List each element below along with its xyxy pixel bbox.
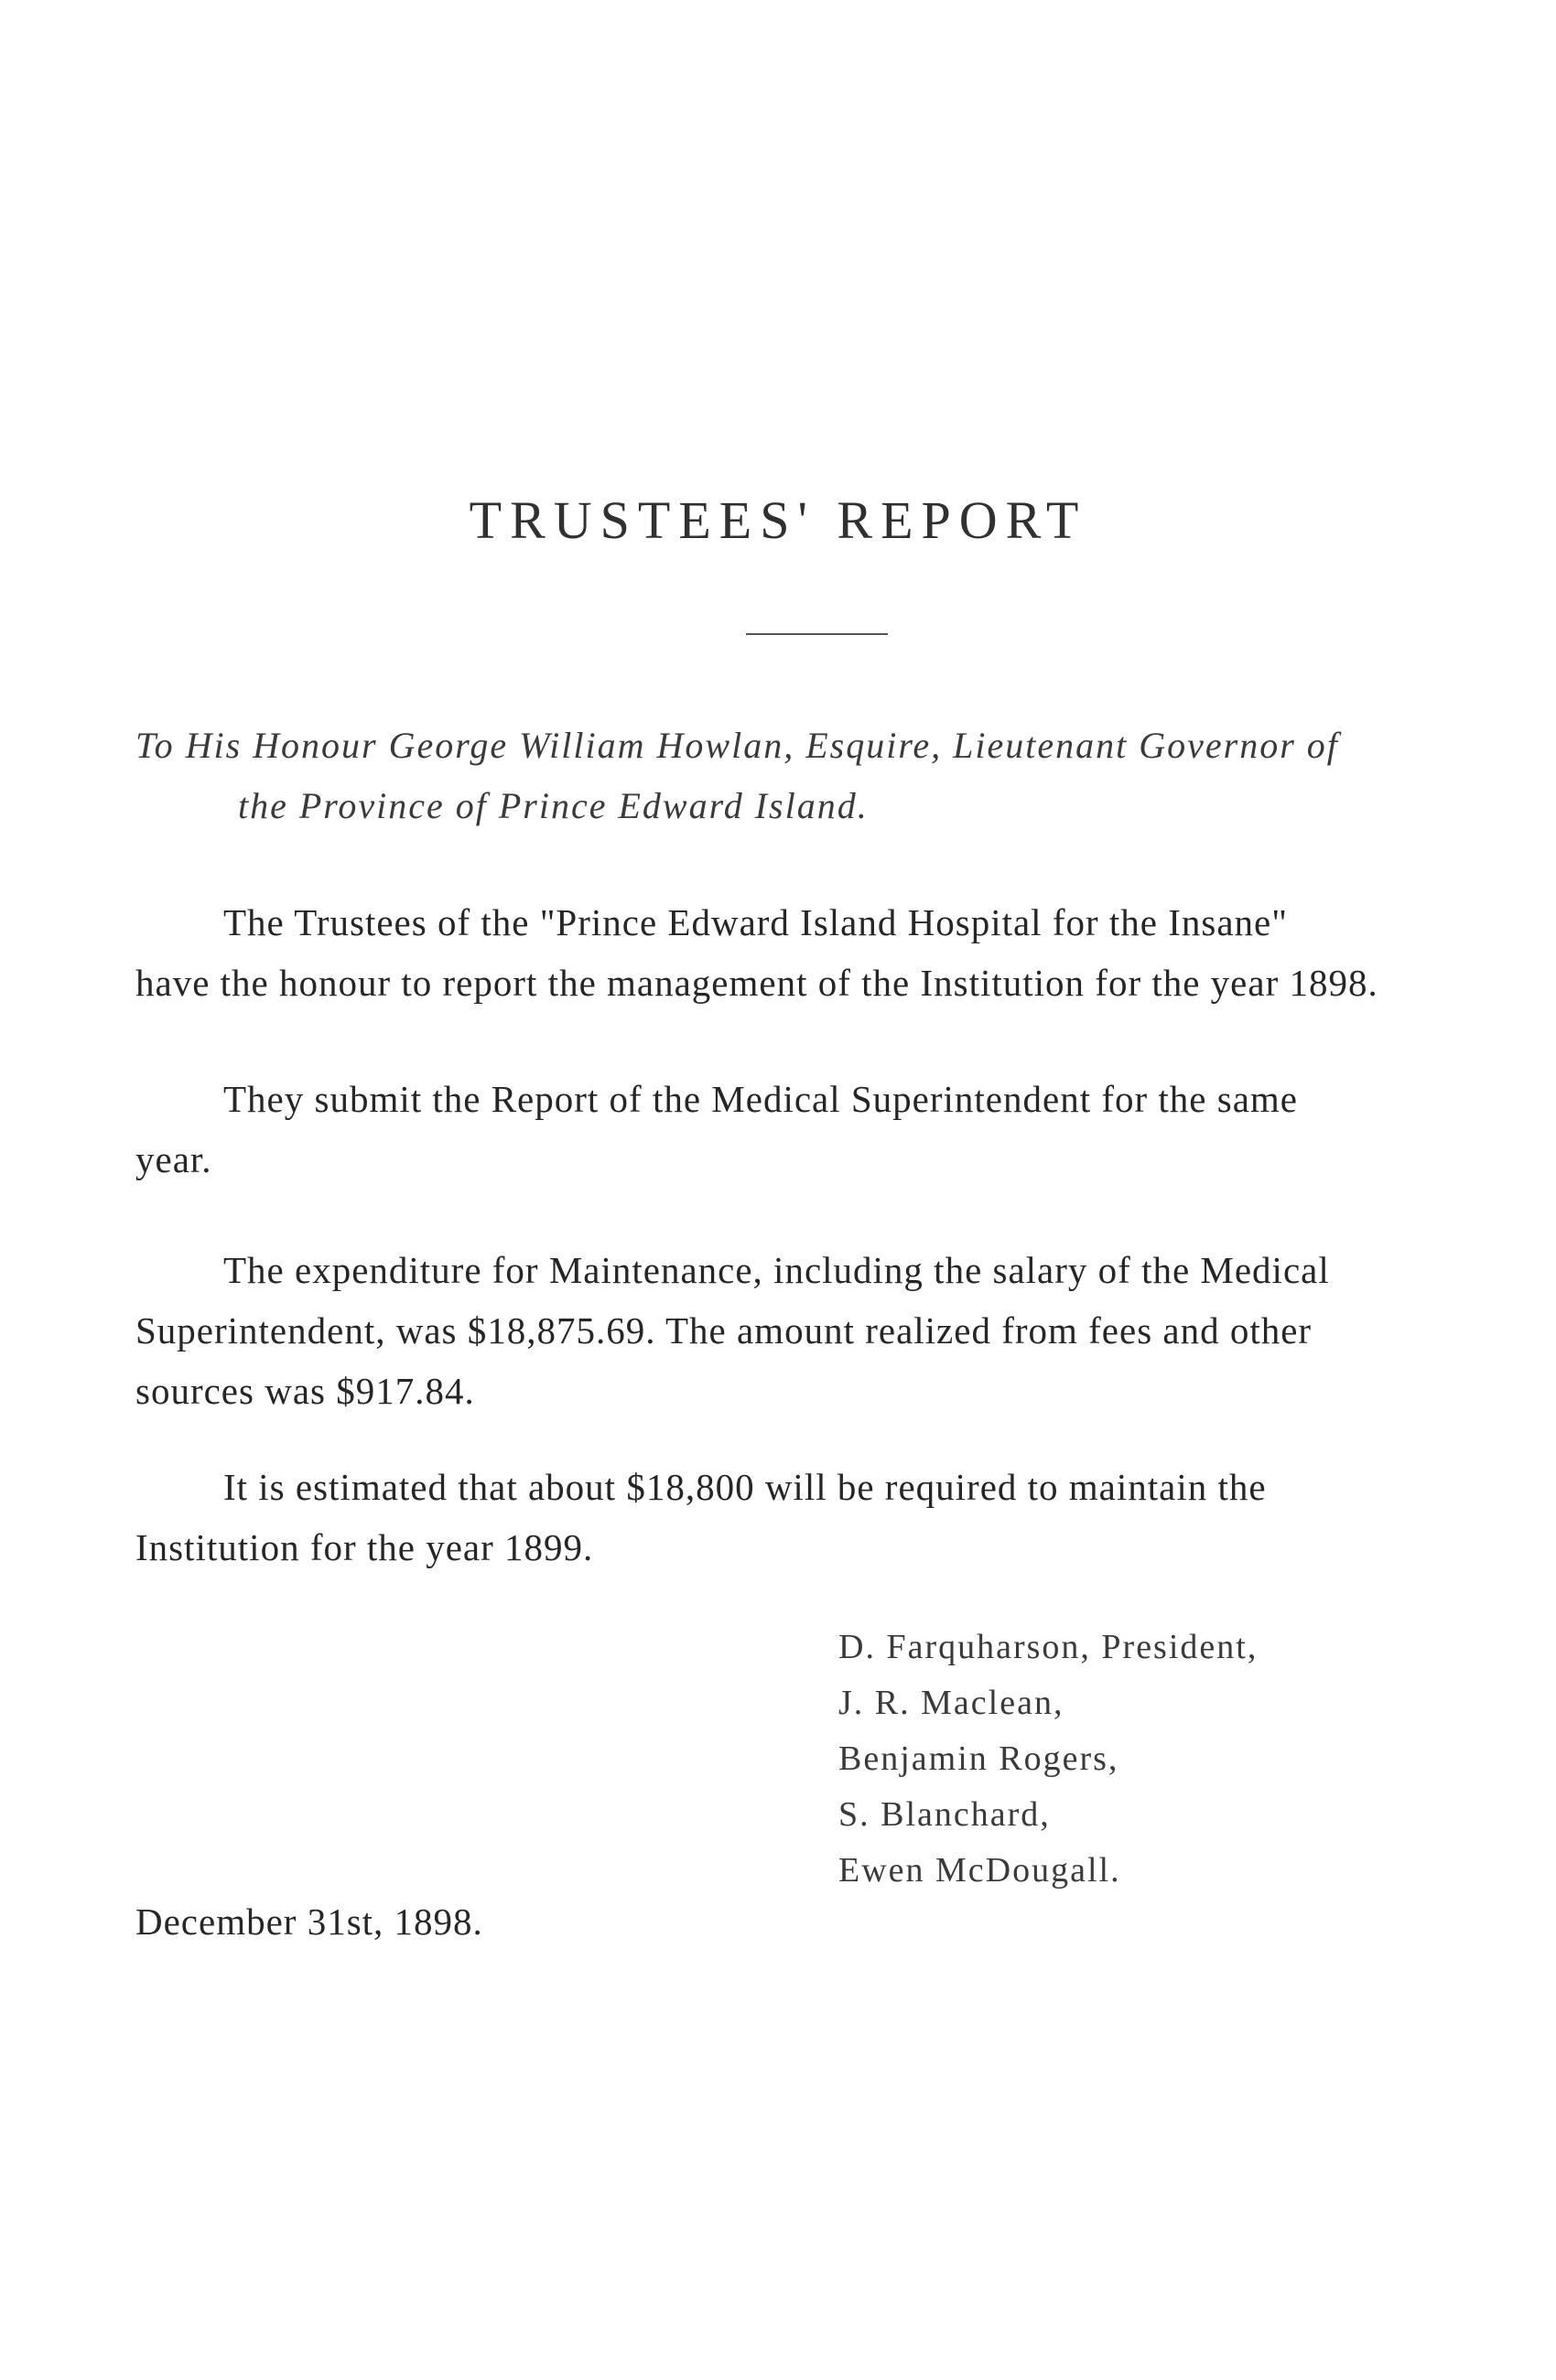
salutation-line-1: To His Honour George William Howlan, Esquire, Lieutenant Governor of bbox=[135, 725, 1339, 766]
paragraph-hospital-report bbox=[135, 892, 1508, 1013]
paragraph-line: The expenditure for Maintenance, including the salary of the Medical bbox=[223, 1249, 1330, 1291]
paragraph-line: year. bbox=[135, 1138, 212, 1180]
paragraph-line: sources was $917.84. bbox=[135, 1370, 475, 1412]
signatory: Ewen McDougall. bbox=[838, 1851, 1121, 1890]
salutation bbox=[135, 716, 1508, 836]
title-divider bbox=[746, 633, 888, 635]
paragraph-line: have the honour to report the management of the Institution for the year 1898. bbox=[135, 962, 1378, 1004]
paragraph-line: Superintendent, was $18,875.69. The amount realized from fees and other bbox=[135, 1309, 1313, 1352]
paragraph-medical-report bbox=[135, 1069, 1508, 1190]
signatory: D. Farquharson, President, bbox=[838, 1628, 1259, 1666]
salutation-line-2: the Province of Prince Edward Island. bbox=[238, 785, 869, 826]
report-title: TRUSTEES' REPORT bbox=[469, 490, 1087, 550]
paragraph-expenditure bbox=[135, 1240, 1508, 1421]
signatory-list bbox=[838, 1620, 1479, 1899]
paragraph-line: Institution for the year 1899. bbox=[135, 1526, 594, 1568]
signatory: Benjamin Rogers, bbox=[838, 1739, 1119, 1778]
signatory: S. Blanchard, bbox=[838, 1795, 1051, 1834]
signatory: J. R. Maclean, bbox=[838, 1684, 1064, 1722]
report-date: December 31st, 1898. bbox=[135, 1901, 483, 1943]
paragraph-estimate bbox=[135, 1457, 1508, 1578]
paragraph-line: They submit the Report of the Medical Superintendent for the same bbox=[223, 1078, 1298, 1120]
paragraph-line: The Trustees of the "Prince Edward Island Hospital for the Insane" bbox=[223, 901, 1288, 943]
paragraph-line: It is estimated that about $18,800 will be required to maintain the bbox=[223, 1466, 1267, 1508]
